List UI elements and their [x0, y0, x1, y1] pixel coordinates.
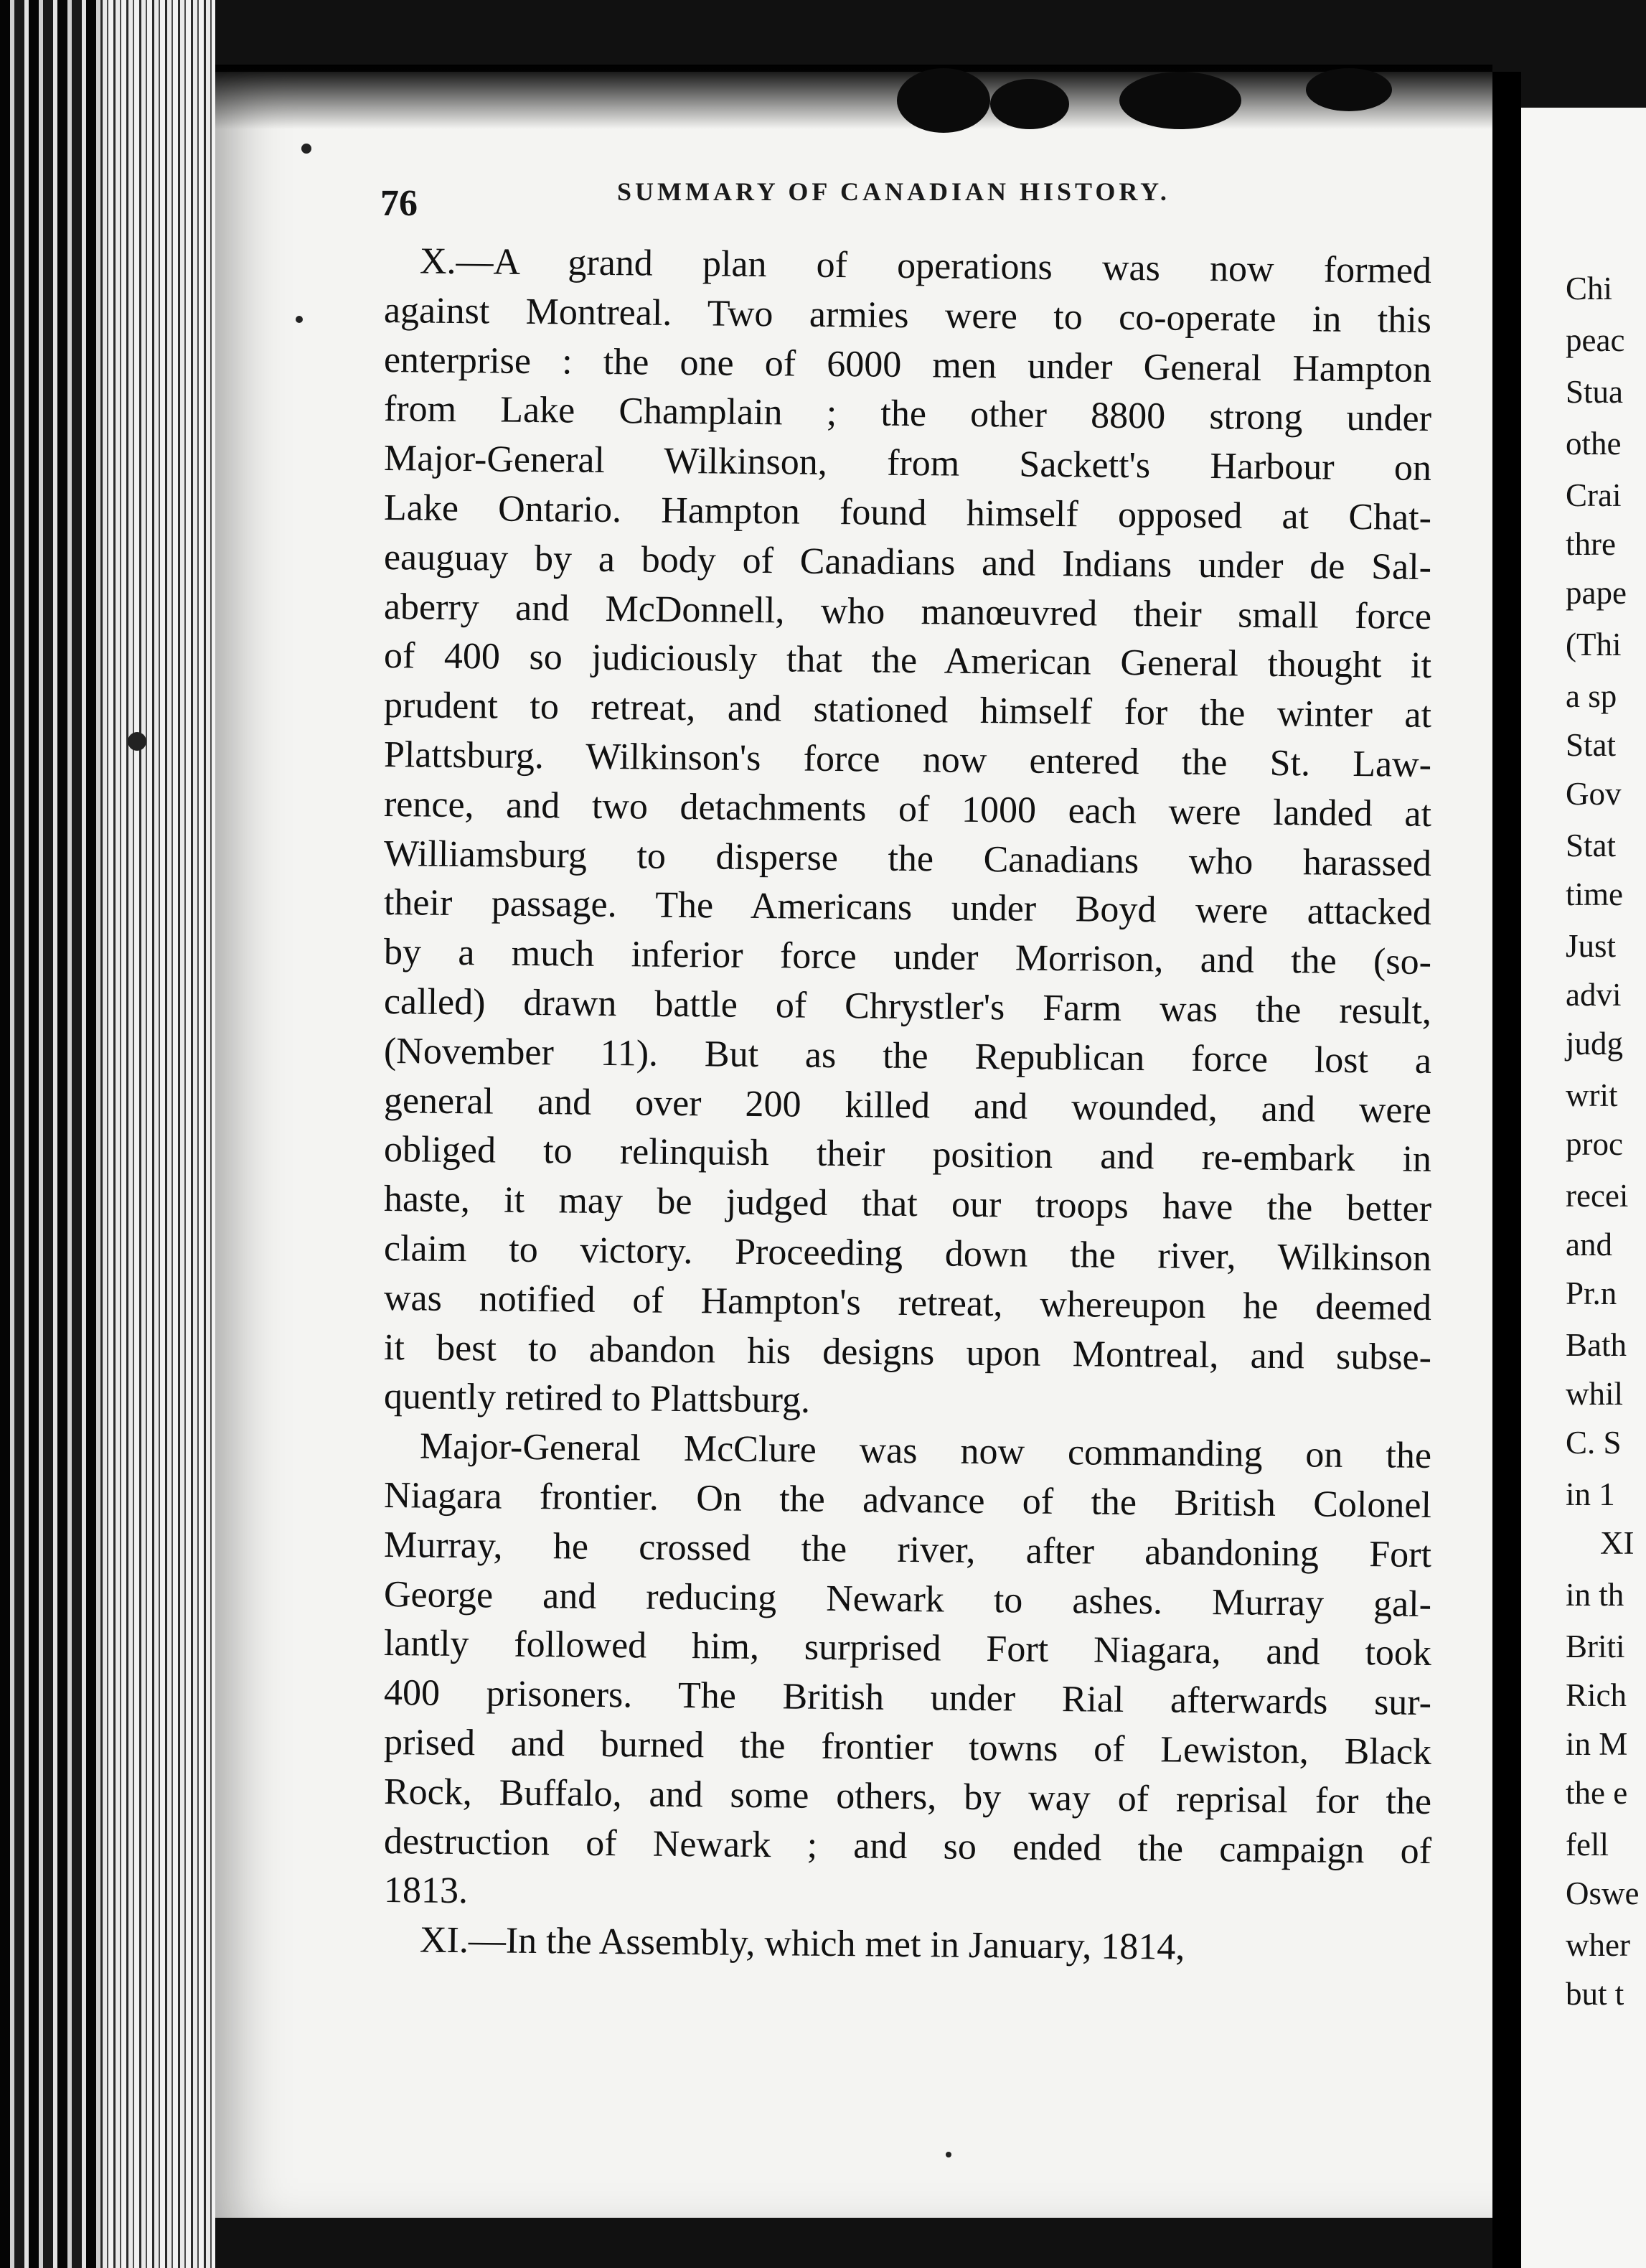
- text-line: Rock, Buffalo, and some others, by way of reprisal for the: [383, 1771, 1432, 1822]
- text-line: X.—A grand plan of operations was now formed: [419, 240, 1432, 292]
- right-page-fragment: Oswe: [1566, 1875, 1640, 1911]
- page-stack-edge: [100, 0, 215, 2268]
- right-page-fragment: Stua: [1566, 374, 1624, 410]
- page-speck: [128, 732, 146, 751]
- text-line: eauguay by a body of Canadians and Indians under de Sal-: [383, 536, 1432, 588]
- text-line: enterprise : the one of 6000 men under General Hampton: [383, 339, 1432, 390]
- right-page-fragment: fell: [1566, 1827, 1609, 1862]
- right-page-fragment: C. S: [1566, 1425, 1622, 1461]
- right-page-fragment: wher: [1566, 1927, 1630, 1963]
- right-page-fragment: Stat: [1566, 828, 1617, 863]
- text-line: George and reducing Newark to ashes. Murray gal-: [383, 1573, 1432, 1625]
- text-line: aberry and McDonnell, who manœuvred their small force: [383, 586, 1432, 637]
- right-page-fragment: Stat: [1566, 727, 1617, 763]
- right-page-fragment: writ: [1566, 1077, 1618, 1113]
- ink-blot: [897, 68, 990, 133]
- right-page-fragment: whil: [1566, 1376, 1624, 1412]
- right-page-fragment: and: [1566, 1227, 1612, 1262]
- text-line: claim to victory. Proceeding down the river, Wilkinson: [383, 1227, 1432, 1279]
- right-page-fragment: XI: [1600, 1525, 1635, 1561]
- right-page-fragment: judg: [1566, 1026, 1624, 1062]
- right-page-fragment: time: [1566, 876, 1623, 912]
- right-page-fragment: thre: [1566, 526, 1616, 562]
- right-page-fragment: the e: [1566, 1775, 1628, 1811]
- text-line: Lake Ontario. Hampton found himself opposed at Chat-: [383, 487, 1432, 538]
- page-speck: [301, 144, 311, 154]
- text-line: it best to abandon his designs upon Montreal, and subse-: [383, 1326, 1432, 1378]
- text-line: Williamsburg to disperse the Canadians who harassed: [383, 833, 1432, 884]
- right-page-fragment: (Thi: [1566, 627, 1622, 662]
- right-page-fragment: in M: [1566, 1726, 1628, 1762]
- page-top-shadow: [215, 65, 1492, 129]
- right-page-fragment: othe: [1566, 426, 1622, 461]
- right-page-fragment: but t: [1566, 1976, 1624, 2012]
- page-speck: [296, 316, 303, 323]
- text-line: Major-General Wilkinson, from Sackett's Harbour on: [383, 438, 1432, 489]
- text-line: XI.—In the Assembly, which met in January, 1814,: [419, 1919, 1185, 1968]
- text-line: haste, it may be judged that our troops have the better: [383, 1178, 1432, 1230]
- text-line: against Montreal. Two armies were to co-operate in this: [383, 289, 1432, 341]
- text-line: Plattsburg. Wilkinson's force now entered the St. Law-: [383, 734, 1432, 785]
- text-line: 400 prisoners. The British under Rial afterwards sur-: [383, 1672, 1432, 1724]
- text-line: obliged to relinquish their position and re-embark in: [383, 1129, 1432, 1181]
- ink-blot: [990, 79, 1069, 129]
- text-line: 1813.: [383, 1870, 469, 1912]
- right-page-fragment: Rich: [1566, 1677, 1627, 1713]
- right-page-fragment: advi: [1566, 977, 1622, 1013]
- text-line: called) drawn battle of Chrystler's Farm was the result,: [383, 980, 1432, 1032]
- text-line: prised and burned the frontier towns of Lewiston, Black: [383, 1721, 1432, 1773]
- right-page-fragment: Crai: [1566, 477, 1622, 513]
- right-page: [1521, 108, 1646, 2268]
- right-page-fragment: recei: [1566, 1178, 1629, 1214]
- ink-blot: [1306, 68, 1392, 111]
- body-text: [383, 237, 1432, 1968]
- right-page-fragment: proc: [1566, 1126, 1623, 1162]
- text-line: Murray, he crossed the river, after abandoning Fort: [383, 1524, 1432, 1575]
- text-line: (November 11). But as the Republican force lost a: [383, 1030, 1432, 1082]
- ink-blot: [1119, 72, 1241, 129]
- text-line: prudent to retreat, and stationed himself for the winter at: [383, 685, 1432, 736]
- right-page-fragment: a sp: [1566, 678, 1617, 714]
- right-page-fragment: peac: [1566, 322, 1625, 358]
- text-line: from Lake Champlain ; the other 8800 strong under: [383, 388, 1432, 440]
- right-page-fragment: Bath: [1566, 1327, 1627, 1363]
- right-page-fragment: pape: [1566, 575, 1627, 611]
- page-number: 76: [380, 183, 418, 224]
- right-page-fragment: Just: [1566, 928, 1617, 964]
- right-page-fragment: in th: [1566, 1577, 1624, 1613]
- text-line: was notified of Hampton's retreat, whereupon he deemed: [383, 1277, 1432, 1329]
- running-head: SUMMARY OF CANADIAN HISTORY.: [617, 177, 1170, 206]
- right-page-fragment: Pr.n: [1566, 1275, 1617, 1311]
- text-line: of 400 so judiciously that the American General thought it: [383, 635, 1432, 687]
- text-line: Niagara frontier. On the advance of the British Colonel: [383, 1474, 1432, 1526]
- page-speck: [946, 2152, 951, 2157]
- text-line: Major-General McClure was now commanding on the: [419, 1425, 1432, 1477]
- right-page-fragment: Chi: [1566, 271, 1613, 306]
- text-line: rence, and two detachments of 1000 each were landed at: [383, 783, 1432, 835]
- page-gutter: [1492, 72, 1521, 2268]
- text-line: destruction of Newark ; and so ended the campaign of: [383, 1820, 1432, 1872]
- text-line: by a much inferior force under Morrison, and the (so-: [383, 932, 1432, 983]
- text-line: general and over 200 killed and wounded, and were: [383, 1079, 1432, 1131]
- text-line: their passage. The Americans under Boyd were attacked: [383, 882, 1432, 934]
- right-page-fragment: Briti: [1566, 1629, 1625, 1664]
- right-page-fragment: in 1: [1566, 1476, 1615, 1512]
- text-line: quently retired to Plattsburg.: [383, 1376, 811, 1422]
- text-line: lantly followed him, surprised Fort Niagara, and took: [383, 1623, 1432, 1674]
- right-page-fragment: Gov: [1566, 776, 1622, 812]
